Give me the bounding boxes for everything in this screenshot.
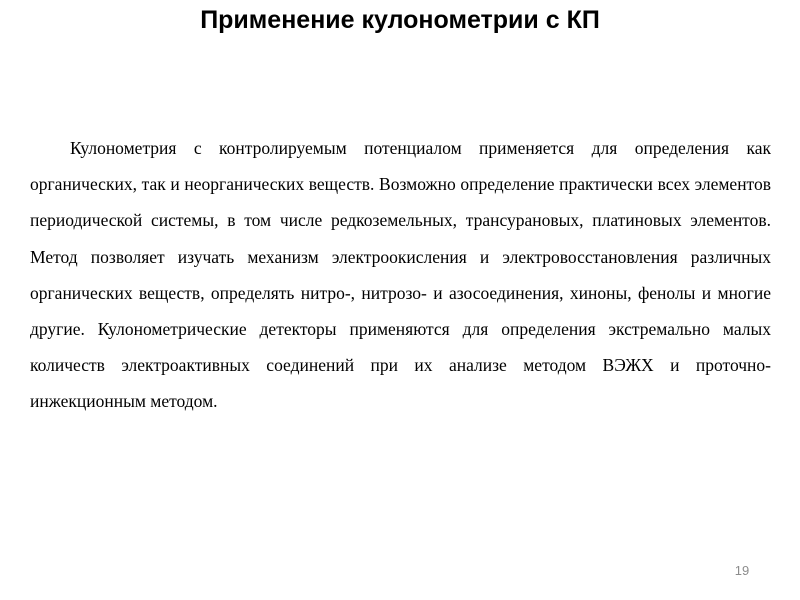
slide-body-paragraph: Кулонометрия с контролируемым потенциалом применяется для определения как органических, так и неорганических веществ. Возможно определение практически всех элементов периодической системы, в том числе редкоземельных, трансурановых, платиновых элементов. Метод позволяет изучать механизм электроокисления и электровосстановления различных органических веществ, определять нитро-, нитрозо- и азосоединения, хиноны, фенолы и многие другие. Кулонометрические детекторы применяются для определения экстремально малых количеств электроактивных соединений при их анализе методом ВЭЖХ и проточно-инжекционным методом. [30, 138, 771, 412]
slide-title: Применение кулонометрии с КП [200, 6, 600, 34]
page-number: 19 [734, 563, 750, 578]
